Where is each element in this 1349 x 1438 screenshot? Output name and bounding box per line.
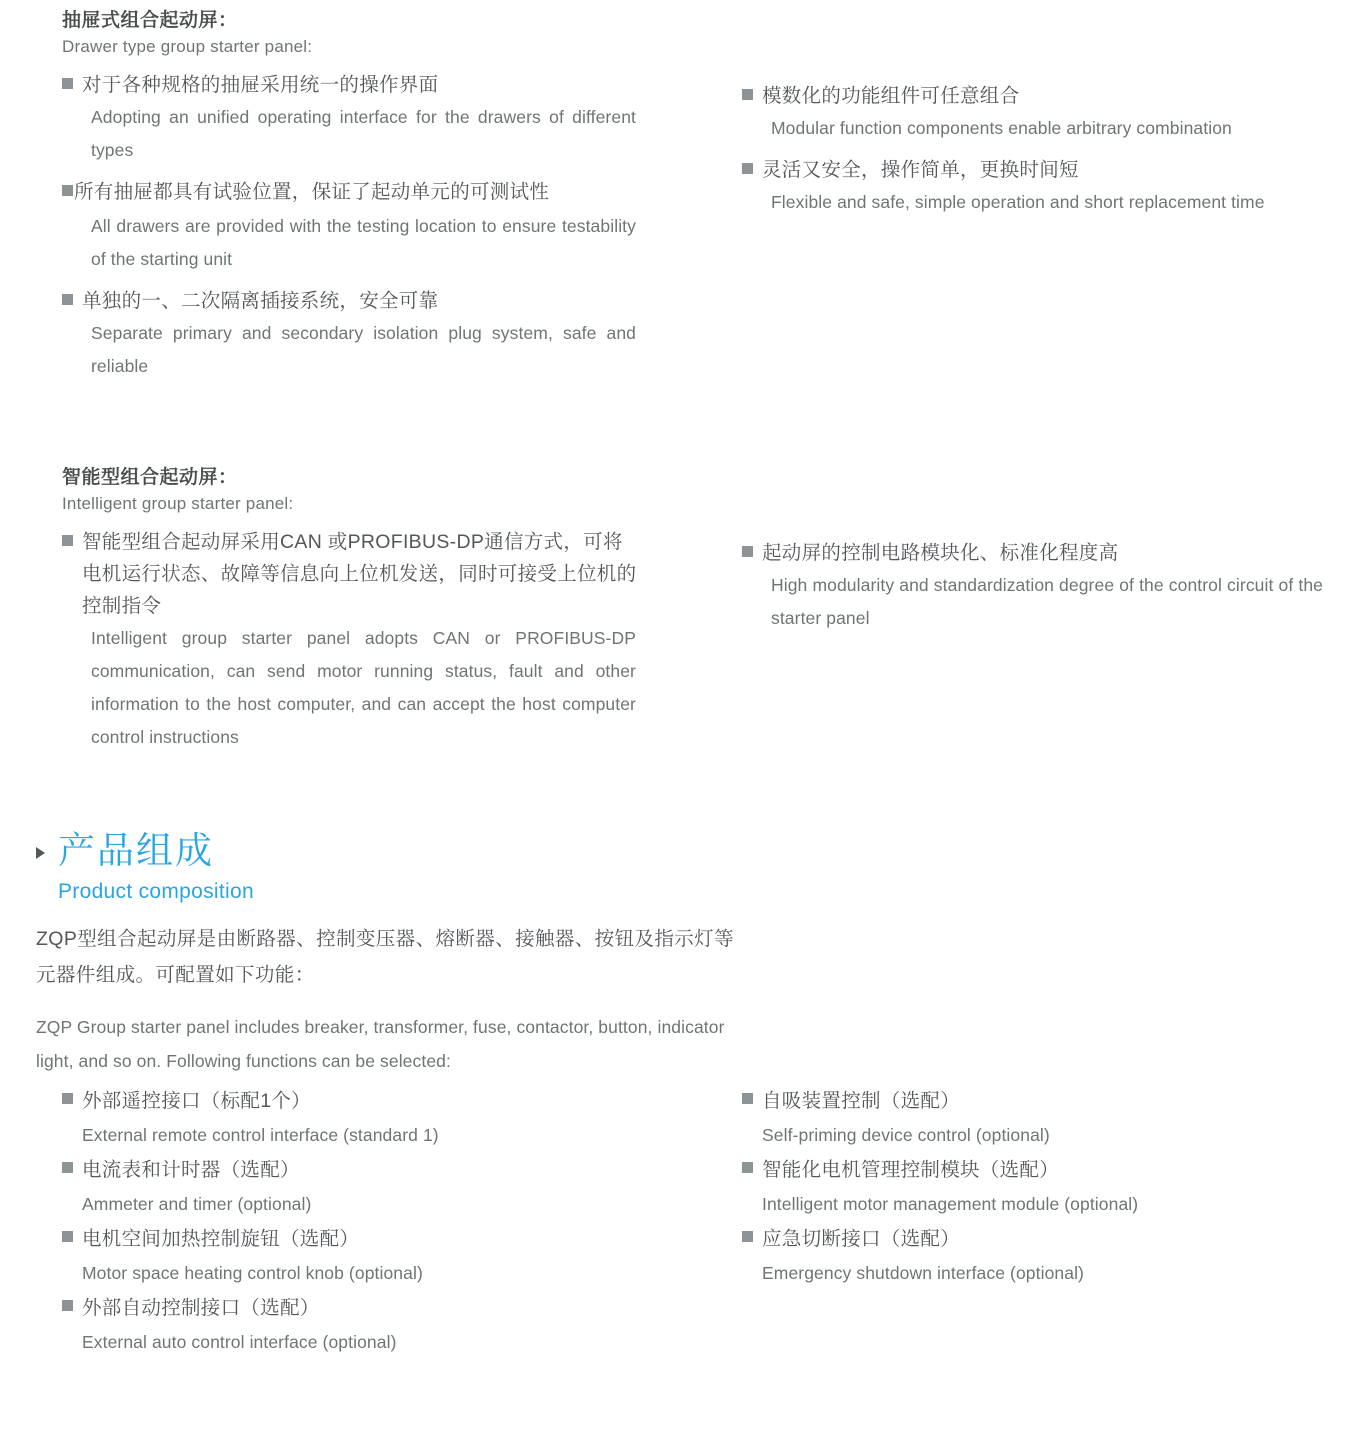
square-bullet-icon xyxy=(62,1162,73,1173)
list-item-label-cn xyxy=(62,1292,652,1325)
list-item xyxy=(742,1085,1312,1152)
intro-paragraph-en-line1: ZQP Group starter panel includes breaker, transformer, fuse, contactor, button, indicator xyxy=(36,1017,725,1037)
list-item-label-cn xyxy=(742,1223,1312,1256)
square-bullet-icon xyxy=(742,89,753,100)
list-item xyxy=(62,1223,652,1290)
list-item xyxy=(62,285,652,317)
list-item-text: 外部遥控接口（标配1个） xyxy=(82,1090,311,1112)
square-bullet-icon xyxy=(742,1162,753,1173)
square-bullet-icon xyxy=(742,163,753,174)
list-item-label-en: Motor space heating control knob (optional) xyxy=(82,1263,423,1283)
intro-paragraph-cn-line2: 元器件组成。可配置如下功能： xyxy=(36,964,315,986)
list-item-text: 自吸装置控制（选配） xyxy=(762,1090,961,1112)
list-item-label-cn: 灵活又安全，操作简单，更换时间短 xyxy=(762,159,1079,181)
intro-paragraph-cn xyxy=(36,921,936,993)
square-bullet-icon xyxy=(742,546,753,557)
section-heading-en: Intelligent group starter panel: xyxy=(62,494,294,513)
list-item-label-en: External auto control interface (optional) xyxy=(82,1332,397,1352)
list-item-label-cn xyxy=(742,1085,1312,1118)
section-drawer-type-left xyxy=(62,8,652,383)
square-bullet-icon xyxy=(62,78,73,89)
section-intelligent-left xyxy=(62,465,652,754)
intro-paragraph-cn-line1: ZQP型组合起动屏是由断路器、控制变压器、熔断器、接触器、按钮及指示灯等 xyxy=(36,928,734,950)
intro-paragraph-en-line2: light, and so on. Following functions can be selected: xyxy=(36,1051,451,1071)
list-item-label-en: All drawers are provided with the testing location to ensure testability of the starting unit xyxy=(91,216,636,269)
list-item-label-cn xyxy=(742,1154,1312,1187)
list-item xyxy=(742,80,1312,112)
list-item xyxy=(742,537,1312,569)
product-composition-heading xyxy=(36,828,736,904)
list-item-label-cn: 模数化的功能组件可任意组合 xyxy=(762,85,1020,107)
list-item-label-en: Modular function components enable arbitrary combination xyxy=(771,118,1232,138)
square-bullet-icon xyxy=(742,1093,753,1104)
list-item-label-cn: 对于各种规格的抽屉采用统一的操作界面 xyxy=(82,74,439,96)
list-item xyxy=(742,154,1312,186)
list-item-label-cn: 所有抽屉都具有试验位置，保证了起动单元的可测试性 xyxy=(74,181,550,203)
triangle-bullet-icon xyxy=(36,847,45,859)
list-item-label-en: Adopting an unified operating interface for the drawers of different types xyxy=(91,107,636,160)
list-item-label-en: Emergency shutdown interface (optional) xyxy=(762,1263,1084,1283)
square-bullet-icon xyxy=(62,1231,73,1242)
list-item-label-en: Intelligent motor management module (optional) xyxy=(762,1194,1139,1214)
list-item xyxy=(742,1154,1312,1221)
list-item-label-cn xyxy=(62,1223,652,1256)
list-item xyxy=(62,1154,652,1221)
list-item xyxy=(62,1085,652,1152)
intro-paragraph-en xyxy=(36,1010,936,1078)
section-heading-en: Drawer type group starter panel: xyxy=(62,37,313,56)
page-title: 产品组成 xyxy=(58,830,214,871)
list-item xyxy=(62,526,652,622)
list-item-label-en: Ammeter and timer (optional) xyxy=(82,1194,312,1214)
list-item-label-en: Separate primary and secondary isolation plug system, safe and reliable xyxy=(91,323,636,376)
list-item-label-cn: 起动屏的控制电路模块化、标准化程度高 xyxy=(762,542,1119,564)
list-item xyxy=(62,69,652,101)
list-item xyxy=(62,1292,652,1359)
list-item-label-en: Intelligent group starter panel adopts CAN or PROFIBUS-DP communication, can send motor running status, fault and other information to the host computer, and can accept the host computer control instructions xyxy=(91,628,636,747)
list-item-text: 电机空间加热控制旋钮（选配） xyxy=(82,1228,360,1250)
square-bullet-icon xyxy=(742,1231,753,1242)
list-item-label-en: Flexible and safe, simple operation and short replacement time xyxy=(771,192,1265,212)
list-item-label-cn: 单独的一、二次隔离插接系统，安全可靠 xyxy=(82,290,439,312)
square-bullet-icon xyxy=(62,1093,73,1104)
composition-list-right xyxy=(742,1085,1312,1292)
list-item-label-cn xyxy=(62,1154,652,1187)
list-item-text: 电流表和计时器（选配） xyxy=(82,1159,300,1181)
list-item-label-en: High modularity and standardization degree of the control circuit of the starter panel xyxy=(771,575,1323,628)
section-heading-cn: 抽屉式组合起动屏： xyxy=(62,10,238,31)
list-item xyxy=(62,176,652,208)
list-item-label-en: External remote control interface (standard 1) xyxy=(82,1125,439,1145)
page-subtitle: Product composition xyxy=(58,880,254,903)
section-intelligent-right xyxy=(742,537,1323,635)
section-drawer-type-right xyxy=(742,80,1312,219)
square-bullet-icon xyxy=(62,185,73,196)
list-item xyxy=(742,1223,1312,1290)
list-item-label-en: Self-priming device control (optional) xyxy=(762,1125,1050,1145)
square-bullet-icon xyxy=(62,1300,73,1311)
section-heading-cn: 智能型组合起动屏： xyxy=(62,467,238,488)
list-item-text: 应急切断接口（选配） xyxy=(762,1228,961,1250)
square-bullet-icon xyxy=(62,535,73,546)
list-item-label-cn xyxy=(62,1085,652,1118)
list-item-text: 外部自动控制接口（选配） xyxy=(82,1297,320,1319)
composition-list-left xyxy=(62,1085,652,1361)
list-item-label-cn: 智能型组合起动屏采用CAN 或PROFIBUS-DP通信方式，可将电机运行状态、故障等信息向上位机发送，同时可接受上位机的控制指令 xyxy=(82,531,637,617)
square-bullet-icon xyxy=(62,294,73,305)
list-item-text: 智能化电机管理控制模块（选配） xyxy=(762,1159,1060,1181)
